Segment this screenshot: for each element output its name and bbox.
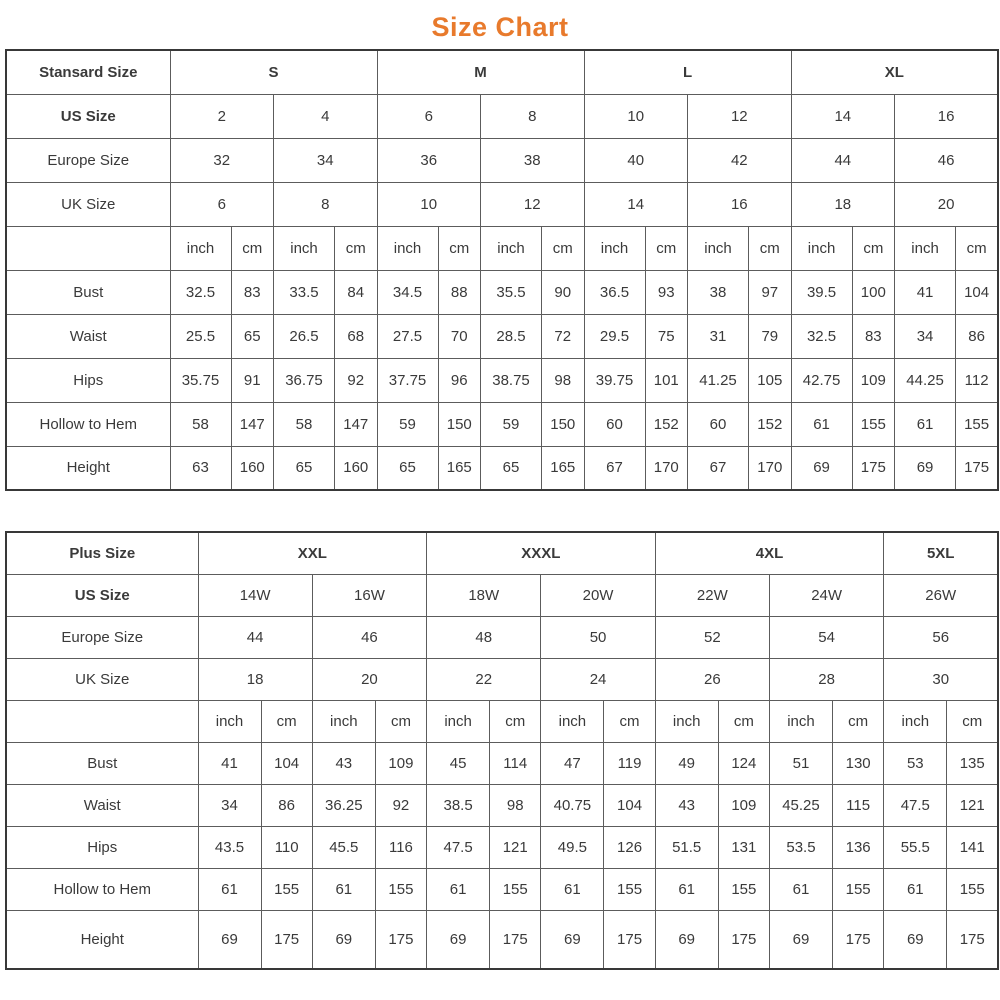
- table-cell: 53: [884, 742, 947, 784]
- table-cell: 155: [375, 868, 426, 910]
- table-row: [6, 314, 998, 358]
- row-label: US Size: [6, 574, 198, 616]
- table-cell: inch: [377, 226, 438, 270]
- table-cell: 67: [584, 446, 645, 490]
- table-cell: 65: [377, 446, 438, 490]
- table-cell: 175: [261, 910, 312, 969]
- table-cell: 136: [832, 826, 883, 868]
- table-cell: 155: [947, 868, 998, 910]
- table-cell: cm: [947, 700, 998, 742]
- table-row: [6, 358, 998, 402]
- table-cell: 46: [312, 616, 426, 658]
- row-label: Europe Size: [6, 616, 198, 658]
- table-cell: 55.5: [884, 826, 947, 868]
- table-cell: inch: [655, 700, 718, 742]
- row-label: Hips: [6, 358, 170, 402]
- table-cell: 35.5: [481, 270, 542, 314]
- table-cell: inch: [688, 226, 749, 270]
- table-cell: cm: [261, 700, 312, 742]
- table-cell: 61: [198, 868, 261, 910]
- table-cell: 119: [604, 742, 655, 784]
- table-cell: 32.5: [170, 270, 231, 314]
- table-cell: 65: [231, 314, 274, 358]
- table-cell: cm: [956, 226, 999, 270]
- table-cell: 61: [884, 868, 947, 910]
- row-label: Bust: [6, 270, 170, 314]
- table-cell: 63: [170, 446, 231, 490]
- table-cell: 14: [584, 182, 688, 226]
- table-cell: 126: [604, 826, 655, 868]
- table-cell: 150: [438, 402, 481, 446]
- table-cell: 130: [832, 742, 883, 784]
- table-row: [6, 574, 998, 616]
- table-cell: L: [584, 50, 791, 94]
- table-cell: 32.5: [791, 314, 852, 358]
- table-cell: 58: [274, 402, 335, 446]
- table-cell: 88: [438, 270, 481, 314]
- table-cell: 58: [170, 402, 231, 446]
- table-cell: 51: [769, 742, 832, 784]
- table-cell: 65: [274, 446, 335, 490]
- table-row: [6, 446, 998, 490]
- table-cell: 72: [542, 314, 585, 358]
- table-cell: 45.25: [769, 784, 832, 826]
- table-cell: 69: [655, 910, 718, 969]
- table-cell: 101: [645, 358, 688, 402]
- table-cell: 175: [852, 446, 895, 490]
- table-cell: 69: [198, 910, 261, 969]
- table-row: [6, 658, 998, 700]
- table-cell: 26W: [884, 574, 998, 616]
- table-cell: 34: [198, 784, 261, 826]
- table-cell: 75: [645, 314, 688, 358]
- table-row: [6, 94, 998, 138]
- table-cell: 31: [688, 314, 749, 358]
- table-cell: 155: [718, 868, 769, 910]
- table-cell: 104: [261, 742, 312, 784]
- table-row: [6, 270, 998, 314]
- table-cell: 165: [438, 446, 481, 490]
- table-cell: 69: [895, 446, 956, 490]
- table-cell: 26.5: [274, 314, 335, 358]
- table-cell: 114: [490, 742, 541, 784]
- table-cell: 155: [604, 868, 655, 910]
- table-cell: 47.5: [884, 784, 947, 826]
- table-cell: 46: [895, 138, 999, 182]
- table-cell: 41: [198, 742, 261, 784]
- table-cell: 34: [274, 138, 378, 182]
- table-cell: 104: [956, 270, 999, 314]
- table-cell: 175: [375, 910, 426, 969]
- table-cell: 175: [832, 910, 883, 969]
- table-cell: 69: [427, 910, 490, 969]
- table-cell: 14: [791, 94, 895, 138]
- table-cell: cm: [231, 226, 274, 270]
- table-cell: 27.5: [377, 314, 438, 358]
- table-cell: 92: [375, 784, 426, 826]
- table-row: [6, 532, 998, 574]
- table-cell: 30: [884, 658, 998, 700]
- plus-size-table: [5, 531, 999, 970]
- table-cell: inch: [769, 700, 832, 742]
- table-cell: 45: [427, 742, 490, 784]
- table-cell: 4: [274, 94, 378, 138]
- table-cell: 50: [541, 616, 655, 658]
- table-cell: 53.5: [769, 826, 832, 868]
- table-cell: 110: [261, 826, 312, 868]
- table-cell: 43.5: [198, 826, 261, 868]
- table-cell: 44.25: [895, 358, 956, 402]
- table-cell: 54: [769, 616, 883, 658]
- table-row: [6, 138, 998, 182]
- table-cell: 43: [312, 742, 375, 784]
- table-cell: M: [377, 50, 584, 94]
- table-cell: 49.5: [541, 826, 604, 868]
- table-cell: 147: [335, 402, 378, 446]
- table-cell: 6: [377, 94, 481, 138]
- table-cell: 141: [947, 826, 998, 868]
- table-cell: 10: [584, 94, 688, 138]
- table-row: [6, 700, 998, 742]
- table-cell: 69: [791, 446, 852, 490]
- table-cell: 43: [655, 784, 718, 826]
- table-cell: 152: [645, 402, 688, 446]
- table-cell: 4XL: [655, 532, 884, 574]
- row-label: US Size: [6, 94, 170, 138]
- table-cell: 38.5: [427, 784, 490, 826]
- table-cell: 41.25: [688, 358, 749, 402]
- table-cell: 155: [852, 402, 895, 446]
- table-cell: 39.5: [791, 270, 852, 314]
- table-cell: 115: [832, 784, 883, 826]
- table-cell: 59: [377, 402, 438, 446]
- table-cell: 104: [604, 784, 655, 826]
- table-row: [6, 50, 998, 94]
- table-cell: 26: [655, 658, 769, 700]
- table-cell: 175: [718, 910, 769, 969]
- table-cell: 44: [198, 616, 312, 658]
- table-cell: 160: [231, 446, 274, 490]
- row-label: Stansard Size: [6, 50, 170, 94]
- table-cell: 84: [335, 270, 378, 314]
- row-label: Hips: [6, 826, 198, 868]
- table-cell: 48: [427, 616, 541, 658]
- table-cell: 67: [688, 446, 749, 490]
- table-cell: cm: [438, 226, 481, 270]
- table-cell: cm: [542, 226, 585, 270]
- table-cell: cm: [490, 700, 541, 742]
- table-cell: 124: [718, 742, 769, 784]
- table-cell: 175: [490, 910, 541, 969]
- table-cell: 147: [231, 402, 274, 446]
- table-cell: 69: [541, 910, 604, 969]
- standard-size-table-body: [6, 50, 998, 490]
- table-cell: 70: [438, 314, 481, 358]
- table-row: [6, 784, 998, 826]
- table-cell: 155: [490, 868, 541, 910]
- table-cell: 16: [688, 182, 792, 226]
- table-cell: 5XL: [884, 532, 998, 574]
- table-cell: 14W: [198, 574, 312, 616]
- table-cell: cm: [832, 700, 883, 742]
- table-cell: 59: [481, 402, 542, 446]
- table-cell: 131: [718, 826, 769, 868]
- table-cell: 18: [791, 182, 895, 226]
- table-cell: 24: [541, 658, 655, 700]
- table-cell: cm: [604, 700, 655, 742]
- table-cell: 33.5: [274, 270, 335, 314]
- table-cell: 175: [604, 910, 655, 969]
- table-cell: 56: [884, 616, 998, 658]
- table-cell: 61: [312, 868, 375, 910]
- table-cell: 170: [749, 446, 792, 490]
- table-cell: 97: [749, 270, 792, 314]
- table-cell: 152: [749, 402, 792, 446]
- table-cell: 10: [377, 182, 481, 226]
- row-label: Hollow to Hem: [6, 868, 198, 910]
- standard-size-table: [5, 49, 999, 491]
- table-row: [6, 826, 998, 868]
- row-label: Europe Size: [6, 138, 170, 182]
- table-cell: inch: [274, 226, 335, 270]
- table-row: [6, 182, 998, 226]
- table-cell: 35.75: [170, 358, 231, 402]
- table-cell: 92: [335, 358, 378, 402]
- table-cell: 47: [541, 742, 604, 784]
- table-cell: 38: [481, 138, 585, 182]
- table-cell: 20: [895, 182, 999, 226]
- table-cell: 45.5: [312, 826, 375, 868]
- table-cell: 41: [895, 270, 956, 314]
- table-cell: 16W: [312, 574, 426, 616]
- table-row: [6, 402, 998, 446]
- table-cell: 49: [655, 742, 718, 784]
- table-cell: 61: [541, 868, 604, 910]
- table-cell: 51.5: [655, 826, 718, 868]
- row-label: Waist: [6, 314, 170, 358]
- row-label: Height: [6, 910, 198, 969]
- table-cell: 79: [749, 314, 792, 358]
- table-cell: 42: [688, 138, 792, 182]
- table-row: [6, 616, 998, 658]
- table-cell: 68: [335, 314, 378, 358]
- table-cell: 86: [261, 784, 312, 826]
- table-cell: 36.25: [312, 784, 375, 826]
- table-cell: inch: [312, 700, 375, 742]
- table-cell: 25.5: [170, 314, 231, 358]
- table-row: [6, 910, 998, 969]
- table-cell: 91: [231, 358, 274, 402]
- row-label: Bust: [6, 742, 198, 784]
- table-cell: 44: [791, 138, 895, 182]
- table-cell: 135: [947, 742, 998, 784]
- table-cell: inch: [541, 700, 604, 742]
- table-cell: 47.5: [427, 826, 490, 868]
- table-cell: 109: [718, 784, 769, 826]
- table-row: [6, 742, 998, 784]
- table-row: [6, 868, 998, 910]
- table-cell: 22W: [655, 574, 769, 616]
- row-label: [6, 226, 170, 270]
- table-cell: 65: [481, 446, 542, 490]
- table-cell: 20: [312, 658, 426, 700]
- table-cell: 52: [655, 616, 769, 658]
- table-cell: 60: [688, 402, 749, 446]
- table-cell: 109: [852, 358, 895, 402]
- table-cell: 38.75: [481, 358, 542, 402]
- table-cell: 22: [427, 658, 541, 700]
- table-cell: 29.5: [584, 314, 645, 358]
- table-cell: inch: [895, 226, 956, 270]
- table-cell: 32: [170, 138, 274, 182]
- table-cell: cm: [718, 700, 769, 742]
- table-cell: 36.75: [274, 358, 335, 402]
- table-cell: 61: [769, 868, 832, 910]
- size-chart-title: Size Chart: [431, 12, 569, 42]
- row-label: UK Size: [6, 182, 170, 226]
- table-cell: 16: [895, 94, 999, 138]
- table-cell: 155: [261, 868, 312, 910]
- table-cell: 86: [956, 314, 999, 358]
- row-label: Height: [6, 446, 170, 490]
- table-cell: 61: [791, 402, 852, 446]
- table-cell: 96: [438, 358, 481, 402]
- row-label: Hollow to Hem: [6, 402, 170, 446]
- table-cell: cm: [375, 700, 426, 742]
- table-cell: 175: [956, 446, 999, 490]
- table-cell: inch: [427, 700, 490, 742]
- table-cell: 121: [490, 826, 541, 868]
- table-cell: cm: [852, 226, 895, 270]
- table-cell: cm: [335, 226, 378, 270]
- table-cell: 105: [749, 358, 792, 402]
- table-cell: 61: [655, 868, 718, 910]
- table-cell: inch: [481, 226, 542, 270]
- table-cell: 98: [542, 358, 585, 402]
- table-cell: 40.75: [541, 784, 604, 826]
- table-cell: 12: [481, 182, 585, 226]
- table-cell: S: [170, 50, 377, 94]
- table-cell: 20W: [541, 574, 655, 616]
- table-cell: 61: [427, 868, 490, 910]
- table-cell: 83: [852, 314, 895, 358]
- row-label: Waist: [6, 784, 198, 826]
- table-cell: inch: [584, 226, 645, 270]
- table-cell: XXXL: [427, 532, 656, 574]
- table-cell: 98: [490, 784, 541, 826]
- table-cell: 69: [312, 910, 375, 969]
- table-cell: inch: [791, 226, 852, 270]
- table-cell: 83: [231, 270, 274, 314]
- table-cell: 109: [375, 742, 426, 784]
- row-label: Plus Size: [6, 532, 198, 574]
- table-cell: 61: [895, 402, 956, 446]
- table-cell: 12: [688, 94, 792, 138]
- row-label: UK Size: [6, 658, 198, 700]
- table-cell: 90: [542, 270, 585, 314]
- table-cell: 160: [335, 446, 378, 490]
- table-cell: 93: [645, 270, 688, 314]
- table-cell: 28.5: [481, 314, 542, 358]
- table-cell: 60: [584, 402, 645, 446]
- table-cell: 18W: [427, 574, 541, 616]
- table-cell: XL: [791, 50, 998, 94]
- table-cell: 155: [832, 868, 883, 910]
- table-cell: cm: [749, 226, 792, 270]
- table-cell: 34.5: [377, 270, 438, 314]
- table-cell: 150: [542, 402, 585, 446]
- table-cell: inch: [170, 226, 231, 270]
- table-cell: 40: [584, 138, 688, 182]
- table-cell: 6: [170, 182, 274, 226]
- table-cell: 2: [170, 94, 274, 138]
- table-cell: cm: [645, 226, 688, 270]
- table-cell: 34: [895, 314, 956, 358]
- table-cell: 170: [645, 446, 688, 490]
- table-cell: 116: [375, 826, 426, 868]
- table-cell: 36: [377, 138, 481, 182]
- table-cell: 8: [274, 182, 378, 226]
- table-cell: 155: [956, 402, 999, 446]
- table-cell: 121: [947, 784, 998, 826]
- table-cell: inch: [198, 700, 261, 742]
- table-cell: 69: [769, 910, 832, 969]
- table-cell: inch: [884, 700, 947, 742]
- table-cell: 36.5: [584, 270, 645, 314]
- table-cell: 100: [852, 270, 895, 314]
- table-cell: 69: [884, 910, 947, 969]
- plus-size-table-body: [6, 532, 998, 969]
- table-cell: 112: [956, 358, 999, 402]
- table-cell: XXL: [198, 532, 427, 574]
- table-cell: 24W: [769, 574, 883, 616]
- table-cell: 37.75: [377, 358, 438, 402]
- table-cell: 8: [481, 94, 585, 138]
- table-cell: 18: [198, 658, 312, 700]
- table-row: [6, 226, 998, 270]
- row-label: [6, 700, 198, 742]
- table-cell: 175: [947, 910, 998, 969]
- table-cell: 165: [542, 446, 585, 490]
- table-cell: 38: [688, 270, 749, 314]
- table-cell: 28: [769, 658, 883, 700]
- table-cell: 39.75: [584, 358, 645, 402]
- table-cell: 42.75: [791, 358, 852, 402]
